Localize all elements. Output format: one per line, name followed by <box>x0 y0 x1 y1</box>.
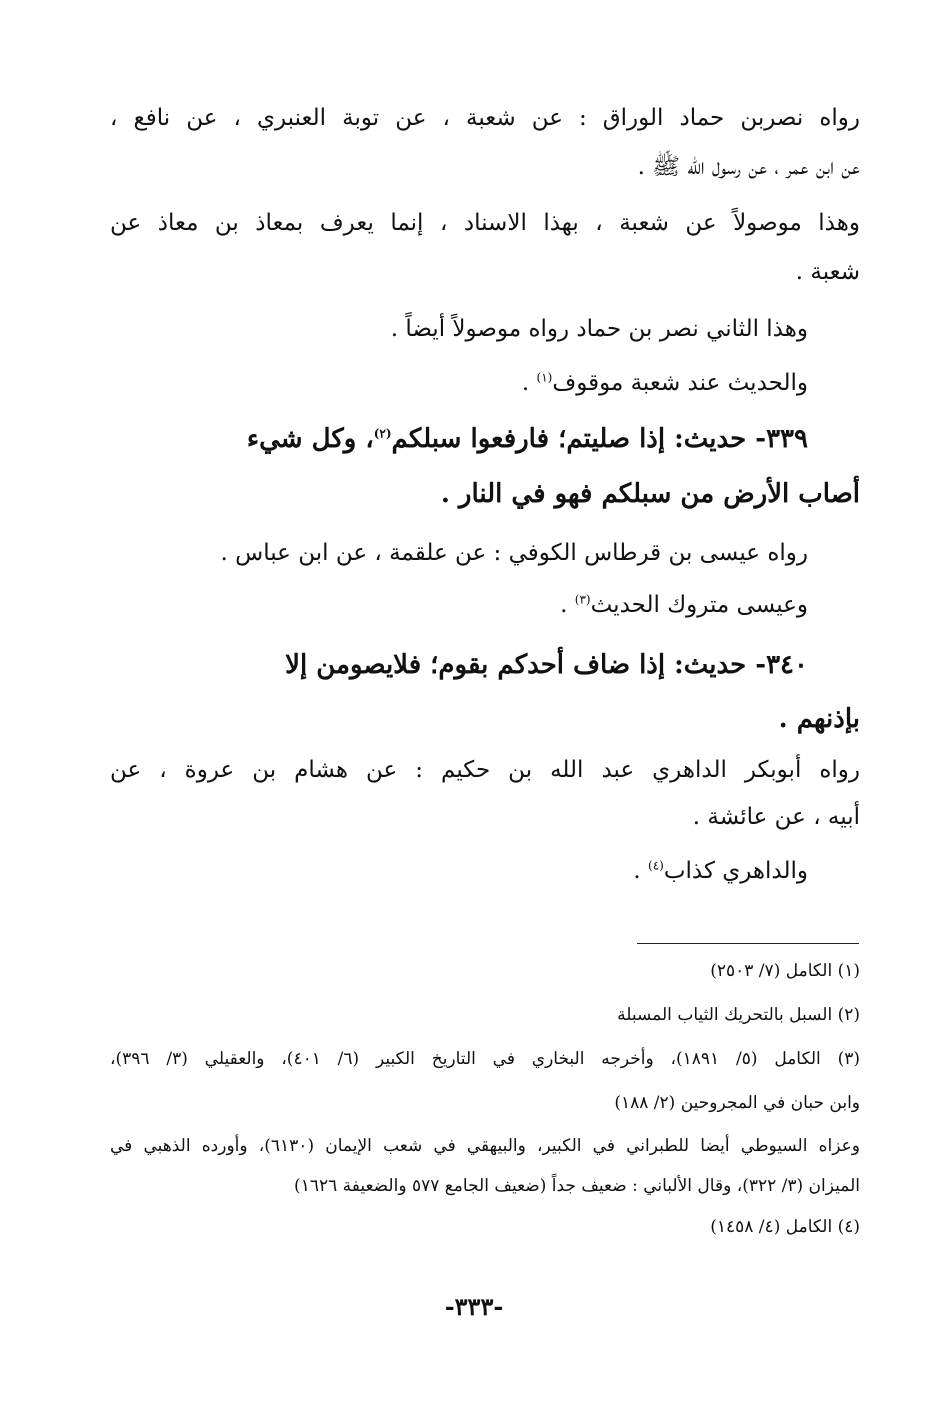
heading-text: ، وكل شيء <box>246 424 374 454</box>
heading-text: ٣٣٩- حديث: إذا صليتم؛ فارفعوا سبلكم <box>391 424 808 454</box>
hadith-heading: ٣٤٠- حديث: إذا ضاف أحدكم بقوم؛ فلايصومن إلا <box>285 650 808 680</box>
footnote: (١) الكامل (٧/ ٢٥٠٣) <box>710 961 860 981</box>
paragraph-end: . <box>560 592 575 618</box>
paragraph-text: والحديث عند شعبة موقوف <box>552 370 808 396</box>
paragraph-line: رواه نصربن حماد الوراق : عن شعبة ، عن توبة العنبري ، عن نافع ، <box>110 105 860 131</box>
paragraph-line: وهذا موصولاً عن شعبة ، بهذا الاسناد ، إنما يعرف بمعاذ بن معاذ عن <box>110 210 860 236</box>
paragraph-line <box>110 366 808 400</box>
paragraph-text: والداهري كذاب <box>663 858 808 884</box>
paragraph-text: وعيسى متروك الحديث <box>590 592 808 618</box>
hadith-heading: بإذنهم . <box>778 704 860 734</box>
footnote: (٤) الكامل (٤/ ١٤٥٨) <box>710 1217 860 1237</box>
page-number: -٣٣٣- <box>444 1292 504 1321</box>
paragraph-line <box>110 854 808 888</box>
footnote-ref: (٤) <box>648 858 664 873</box>
paragraph-line: عن ابن عمر ، عن رسول الله ﷺ . <box>637 154 860 180</box>
paragraph-end: . <box>633 858 648 884</box>
footnote: (٣) الكامل (٥/ ١٨٩١)، وأخرجه البخاري في التاريخ الكبير (٦/ ٤٠١)، والعقيلي (٣/ ٣٩٦)، <box>110 1049 860 1069</box>
paragraph-line: أبيه ، عن عائشة . <box>692 804 860 830</box>
paragraph-line: شعبة . <box>795 259 860 285</box>
footnote: وعزاه السيوطي أيضا للطبراني في الكبير، والبيهقي في شعب الإيمان (٦١٣٠)، وأورده الذهبي في <box>110 1136 861 1156</box>
paragraph-line <box>110 588 808 622</box>
paragraph-line: رواه عيسى بن قرطاس الكوفي : عن علقمة ، عن ابن عباس . <box>220 540 808 566</box>
paragraph-end: . <box>521 370 537 396</box>
footnote-separator <box>637 943 859 944</box>
footnote-ref: (١) <box>536 370 553 385</box>
hadith-heading: أصاب الأرض من سبلكم فهو في النار . <box>440 479 860 509</box>
footnote: الميزان (٣/ ٣٢٢)، وقال الألباني : ضعيف جداً (ضعيف الجامع ٥٧٧ والضعيفة ١٦٢٦) <box>294 1176 860 1196</box>
footnote: وابن حبان في المجروحين (٢/ ١٨٨) <box>614 1093 860 1113</box>
footnote: (٢) السبل بالتحريك الثياب المسبلة <box>617 1005 860 1025</box>
footnote-ref: (٢) <box>373 426 392 441</box>
footnote-ref: (٣) <box>574 592 591 607</box>
paragraph-line: رواه أبوبكر الداهري عبد الله بن حكيم : عن هشام بن عروة ، عن <box>110 757 860 783</box>
hadith-heading <box>110 420 808 458</box>
paragraph-line: وهذا الثاني نصر بن حماد رواه موصولاً أيضاً . <box>390 316 808 342</box>
